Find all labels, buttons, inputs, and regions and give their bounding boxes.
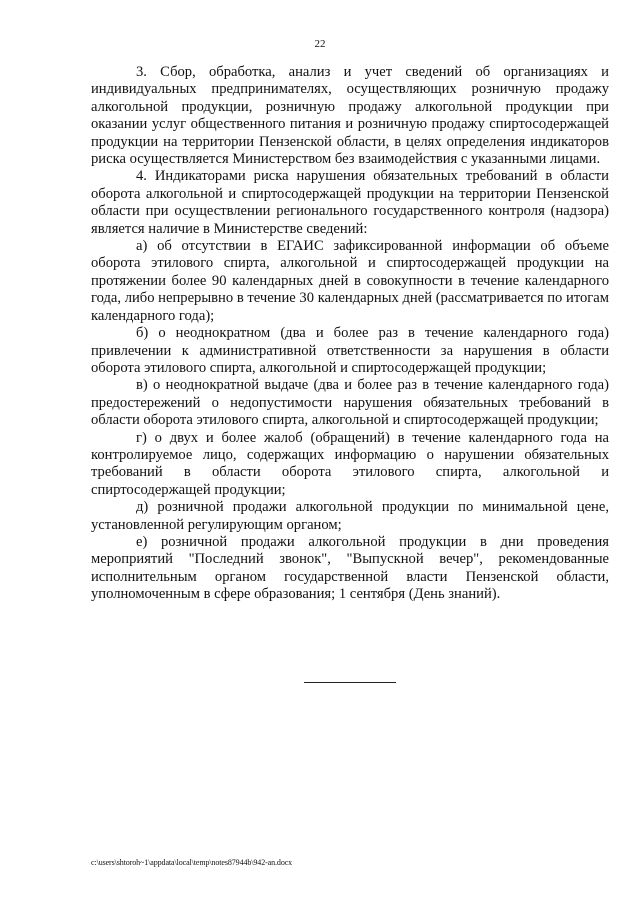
paragraph-item-4-risk-indicators: 4. Индикаторами риска нарушения обязательных требований в области оборота алкогольной и спиртосодержащей продукции на территории Пензенской области при осуществлении регионального государственного контроля (надзора) является наличие в Министерстве сведений:	[91, 168, 609, 237]
paragraph-subitem-b: б) о неоднократном (два и более раз в течение календарного года) привлечении к административной ответственности за нарушения в области оборота этилового спирта, алкогольной и спиртосодержащей продукции;	[91, 325, 609, 376]
paragraph-subitem-v: в) о неоднократной выдаче (два и более раз в течение календарного года) предостережений о недопустимости нарушения обязательных требований в области оборота этилового спирта, алкогольной и спиртосодержащей продукции;	[91, 377, 609, 429]
paragraph-subitem-a: а) об отсутствии в ЕГАИС зафиксированной информации об объеме оборота этилового спирта, алкогольной и спиртосодержащей продукции на протяжении более 90 календарных дней в совокупности в течение календарного года, либо непрерывно в течение 30 календарных дней (рассматривается по итогам календарного года);	[91, 238, 609, 324]
end-separator-line	[304, 682, 396, 683]
paragraph-subitem-g: г) о двух и более жалоб (обращений) в течение календарного года на контролируемое лицо, содержащих информацию о нарушении обязательных требований в области оборота этилового спирта, алкогольной и спиртосодержащей продукции;	[91, 429, 609, 498]
paragraph-subitem-d: д) розничной продажи алкогольной продукции по минимальной цене, установленной регулирующим органом;	[91, 499, 609, 533]
paragraph-subitem-e: е) розничной продажи алкогольной продукции в дни проведения мероприятий "Последний звонок", "Выпускной вечер", рекомендованные исполнительным органом государственной власти Пензенской области, уполномоченным в сфере образования; 1 сентября (День знаний).	[91, 533, 609, 603]
page-number: 22	[314, 38, 326, 50]
paragraph-item-3-data-collection: 3. Сбор, обработка, анализ и учет сведений об организациях и индивидуальных предпринимателях, осуществляющих розничную продажу алкогольной продукции, розничную продажу алкогольной продукции при оказании услуг общественного питания и розничную продажу спиртосодержащей продукции на территории Пензенской области, в целях определения индикаторов риска осуществляется Министерством без взаимодействия с указанными лицами.	[91, 64, 609, 168]
document-body	[91, 64, 609, 604]
footer-file-path: c:\users\shtoroh~1\appdata\local\temp\notes87944b\942-an.docx	[91, 858, 293, 867]
